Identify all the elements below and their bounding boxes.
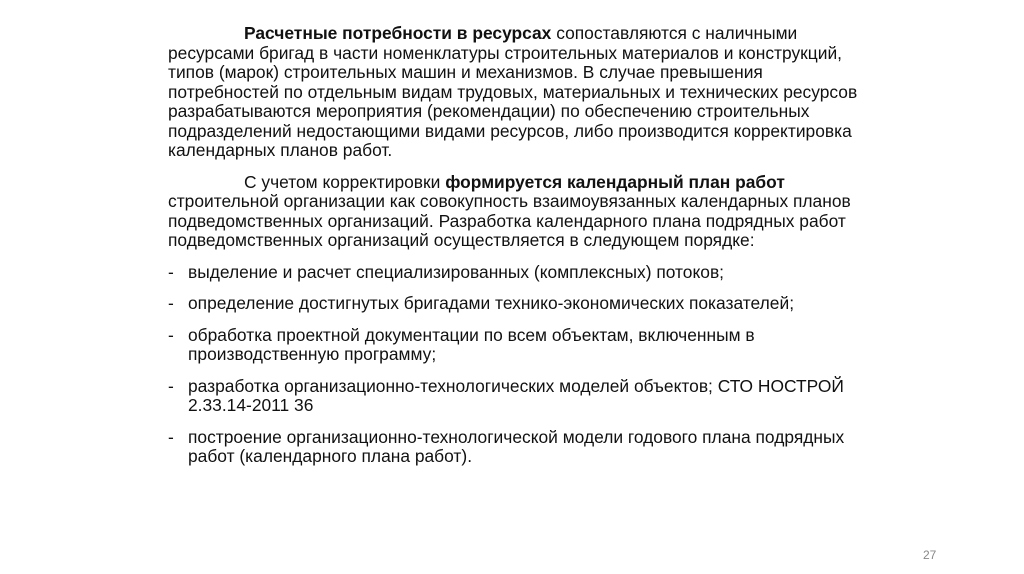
paragraph-2-text: строительной организации как совокупность взаимоувязанных календарных планов подведомственных организаций. Разработка календарного плана подрядных работ подведомственных организаций осуществляется в следующем порядке: [168, 191, 851, 250]
list-item [168, 263, 858, 283]
paragraph-1-bold-term: Расчетные потребности в ресурсах [244, 23, 552, 43]
list-dash: - [168, 324, 174, 345]
list-item-text: построение организационно-технологической модели годового плана подрядных работ (календарного плана работ). [188, 426, 845, 466]
list-item [168, 377, 858, 416]
slide-content [168, 24, 858, 479]
list-item-text: обработка проектной документации по всем объектам, включенным в производственную программу; [188, 324, 755, 364]
paragraph-2-intro: С учетом корректировки [244, 171, 446, 192]
list-dash: - [168, 261, 174, 282]
paragraph-schedule-formation [168, 173, 858, 251]
list-item [168, 428, 858, 467]
list-item-text: разработка организационно-технологических моделей объектов; СТО НОСТРОЙ 2.33.14-2011 36 [188, 375, 844, 415]
list-item [168, 294, 858, 314]
list-item [168, 326, 858, 365]
list-dash: - [168, 293, 174, 313]
list-item-text: выделение и расчет специализированных (комплексных) потоков; [188, 261, 725, 282]
list-dash: - [168, 375, 174, 396]
paragraph-1-text: сопоставляются с наличными ресурсами бригад в части номенклатуры строительных материалов и конструкций, типов (марок) строительных машин и механизмов. В случае превышения потребностей по отдельным видам трудовых, материальных и технических ресурсов разрабатываются мероприятия (рекомендации) по обеспечению строительных подразделений недостающими видами ресурсов, либо производится корректировка календарных планов работ. [168, 23, 858, 160]
list-item-text: определение достигнутых бригадами технико-экономических показателей; [188, 293, 795, 313]
paragraph-resource-needs [168, 24, 858, 161]
list-dash: - [168, 426, 174, 447]
page-number: 27 [923, 548, 937, 562]
paragraph-2-bold-term: формируется календарный план работ [445, 171, 785, 192]
